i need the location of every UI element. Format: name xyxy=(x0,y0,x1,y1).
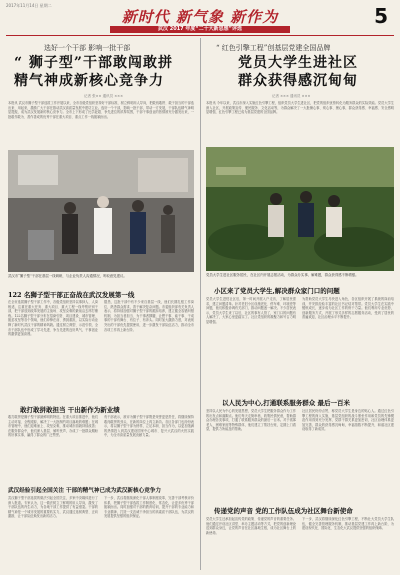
page-meta: 2017年11月14日 星期二 xyxy=(6,3,52,8)
right-kicker: “ 红色引擎工程”创基层党建全国品牌 xyxy=(216,44,331,52)
left-text-col-a: 在全市选拔狮子型干部工作中，各级党组织坚持以事择人、人岗相适，注重在重大任务、重大项目、重大工程一线考察识别干部，把干部放到改革发展的主战场、攻坚克难的最前沿去摔打锤炼。122名狮子型干部分布在招商引资、项目建设、城市管理、脱贫攻坚等各个领域，他们冲锋在前、勇挑重担，以实际行动诠释了新时代武汉干部的精神风貌。通过树立典型、示范引领，全市干部队伍中形成了学习先进、争当先进的良好风气，干事创业的激情更加高涨。 xyxy=(8,300,98,337)
section-heading-4: 小区来了党员大学生,解决群众家门口的问题 xyxy=(214,287,340,295)
right-text-col-f: 下一步，武汉将继续深化红色引擎工程，不断壮大党员大学生队伍，健全完善管理服务机制，推动基层党建工作再上新台阶，为建设现代化、国际化、生态化大武汉提供坚强的组织保障。 xyxy=(302,517,394,531)
page-number: 5 xyxy=(374,4,388,28)
right-text-col-c: 坚持以人民为中心的发展思想，党员大学生把服务群众作为工作的出发点和落脚点。他们每天走街串巷，收集民情民意，帮助群众办理各类事项，打通了联系服务群众的最后一百米。对于孤寡老人、困难家庭等特殊群体，他们建立了帮扶台账，定期上门看望，提供力所能及的帮助。 xyxy=(206,409,296,432)
right-text-col-b: 为帮助党员大学生尽快进入角色，各区组织开展了系统的岗前培训，并安排经验丰富的社区书记结对帮带。党员大学生在实践中锻炼成长，逐步成为社区工作的骨干力量。他们利用专业优势，创新服务方式，开展了形式多样的志愿服务活动，受到了居民的普遍欢迎，社区治理水平不断提升。 xyxy=(302,297,394,320)
right-lead-text: 本报讯 今年以来，武汉市深入实施红色引擎工程，组织党员大学生进社区，把党的组织优势转化为服务群众的实际效能。党员大学生深入社区，开展政策宣传、便民服务、文化活动等，为群众解决了一大批操心事、烦心事、揪心事，群众获得感、幸福感、安全感明显增强，红色引擎工程已成为基层党建的全国品牌。 xyxy=(206,101,394,115)
section-heading-6: 传递党的声音 党的工作队伍成为社区舞台新使命 xyxy=(214,507,353,515)
left-text-col-d: 有干部表示，被评为狮子型干部既是荣誉更是责任，将继续保持敢闯敢拼的劲头，在新的岗位上再立新功。各区各部门也纷纷表示，将以狮子型干部为榜样，立足本职、担当作为，以更加饱满的热情投入到武汉建设国家中心城市、复兴大武汉的火热实践中，为全市高质量发展贡献力量。 xyxy=(104,415,194,438)
column-divider xyxy=(200,38,201,570)
left-photo-caption: 武汉市“狮子型”干部在基层一线调研，与企业负责人沟通情况，听取意见建议。 xyxy=(8,274,127,278)
right-photo-caption: 党员大学生进社区服务居民，在社区内开展志愿活动，为群众办实事、解难题，群众获得感不断增强。 xyxy=(206,273,359,277)
right-text-col-d: 社区居民纷纷点赞，称党员大学生是身边的贴心人。通过红色引擎工程的深入实施，基层党组织的战斗堡垒作用和党员的先锋模范作用得到充分发挥，党群干群关系更加密切，社区治理体系更加完善，群众的获得感沉甸甸，幸福指数不断提升，和谐社区建设取得了新成效。 xyxy=(302,409,394,432)
right-headline-2: 群众获得感沉甸甸 xyxy=(238,73,358,89)
right-byline: 记者 ××× 通讯员 ××× xyxy=(272,94,311,98)
left-photo xyxy=(8,150,194,272)
left-text-col-b: 据悉，这批干部中有不少来自基层一线，他们长期扎根工作岗位，熟悉群众需求，善于解决复杂问题。市委组织部有关负责人表示，将持续加强对狮子型干部的跟踪培养，建立健全容错纠错机制，为担当者担当、为干事者撑腰，让想干事、能干事、干成事的干部有舞台、有位子、有奔头。同时加大激励力度，对表现突出的干部优先提拔使用，进一步激发干部队伍活力，推动全市各项工作再上新台阶。 xyxy=(104,300,194,332)
masthead-rule xyxy=(6,35,394,36)
section-heading-1: 122 名狮子型干部正奋战在武汉发展第一线 xyxy=(8,291,135,299)
left-headline-1: “ 狮子型”干部敢闯敢拼 xyxy=(14,55,173,71)
left-text-col-c: 敢打敢拼是狮子型干部最鲜明的特征。在重大项目推进中，他们主动对接、全程跟踪，解决了一大批制约项目落地的难题；在城市管理中，他们迎难而上、攻坚克难，推动城市面貌持续改善；在服务群众中，他们深入基层、倾听民声，办成了一批群众期盼的好事实事，赢得了群众的广泛赞誉。 xyxy=(8,415,98,438)
right-photo xyxy=(206,147,394,271)
masthead-title: 新时代 新气象 新作为 xyxy=(121,8,279,26)
left-byline: 记者 张×× 通讯员 ××× xyxy=(84,94,124,98)
section-heading-2: 敢打敢拼敢担当 干出新作为新业绩 xyxy=(20,406,120,414)
right-text-col-e: 党员大学生还承担起宣传党的政策、传递党的声音的重要任务。他们通过开设社区讲堂、举办主题活动等方式，把党的创新理论送到群众身边，让党的声音在社区落地生根，成为社区舞台上的新使命。 xyxy=(206,517,296,535)
left-text-col-f: 下一步，武汉将继续深化干部人事制度改革，完善干部考核评价体系，把狮子型干部选拔工作制度化、常态化，让更多优秀干部脱颖而出。同时加强对干部的教育培训，提升干部的专业能力和专业精神，打造一支忠诚干净担当的高素质干部队伍，为武汉的发展提供坚强的组织保证。 xyxy=(104,496,194,519)
section-heading-5: 以人民为中心,打通联系服务群众 最后一百米 xyxy=(222,399,351,407)
left-headline-2: 精气神成新核心竞争力 xyxy=(14,73,164,89)
section-heading-3: 武汉经验引起全国关注 干部的精气神已成为武汉新核心竞争力 xyxy=(8,488,161,494)
right-headline-1: 党员大学生进社区 xyxy=(238,55,358,71)
masthead-subtitle: 武汉 2017 年度“二十大新思想”评选 xyxy=(110,26,290,33)
right-text-col-a: 党员大学生进驻社区后，第一时间开展入户走访，了解居民需求，建立问题清单。针对老旧小区设施老化、停车难、环境差等问题，他们积极协调有关部门，推动问题逐一解决。不少居民表示，党员大学生来了以后，社区的事有人管了，家门口的问题有人解决了，大家心里更踏实了。社区党组织的凝聚力和号召力明显增强。 xyxy=(206,297,296,324)
masthead xyxy=(0,6,400,34)
left-lead-text: 本报讯 武汉市狮子型干部选拔工作开展以来，全市各级党组织坚持好干部标准，树立鲜明用人导向，把敢闯敢拼、敢于担当的干部选出来、用起来，激励广大干部在推动武汉高质量发展中建功立业。选好一个干部，影响一批干部，带动一方发展，干部队伍精气神明显提振，成为武汉发展新的核心竞争力。全市上下形成了比学赶超、争先进位的浓厚氛围，干部干事创业的热情被充分激发出来，一批敢作敢为、善作善成的优秀干部在重大项目、重点工作一线脱颖而出。 xyxy=(8,101,194,119)
left-kicker: 选好一个干部 影响一批干部 xyxy=(44,44,131,52)
left-text-col-e: 武汉狮子型干部选拔的做法引起全国关注，多家中央媒体进行了深入报道。专家认为，这一做法树立了鲜明的用人导向，激发了干部队伍的内生动力，为各地干部工作提供了有益借鉴。干部的精气神是一个城市发展的重要软实力，武汉通过选树典型、正向激励，让干部队伍焕发出新的活力。 xyxy=(8,496,98,519)
